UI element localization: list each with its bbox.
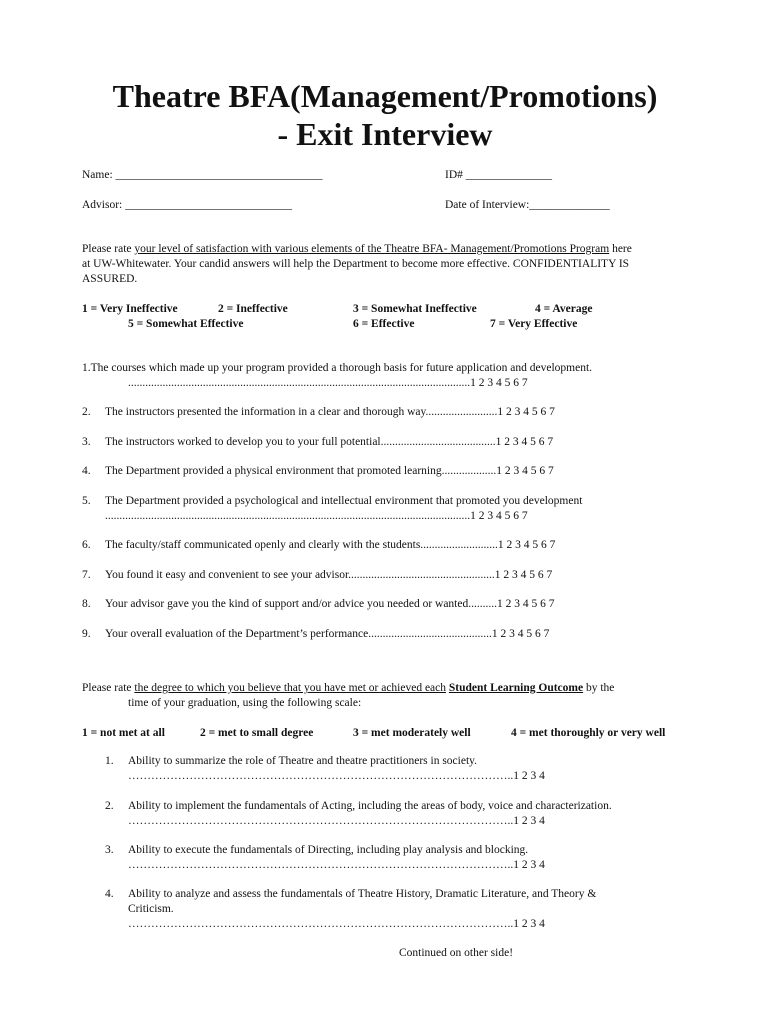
scale1-item-1: 1 = Very Ineffective: [82, 303, 178, 315]
scale1-item-6: 6 = Effective: [353, 318, 415, 330]
intro2-line1: [82, 681, 614, 695]
scale2-item-1: 1 = not met at all: [82, 727, 165, 739]
question-4[interactable]: The Department provided a physical environment that promoted learning...................1 2 3 4 5 6 7: [105, 465, 554, 477]
page-title: Theatre BFA(Management/Promotions): [112, 78, 658, 114]
outcome-1-scale[interactable]: ………………………………………………………………………………………..1 2 3 4: [128, 770, 545, 782]
date-field[interactable]: Date of Interview:______________: [445, 199, 610, 211]
outcome-4: Ability to analyze and assess the fundamentals of Theatre History, Dramatic Literature, and Theory &: [128, 888, 597, 900]
intro1-line3: ASSURED.: [82, 273, 138, 285]
intro2-pre: Please rate: [82, 682, 135, 694]
question-1-scale[interactable]: .......................................................................................................................1 2 3 4 5 6 7: [128, 377, 528, 389]
outcome-1-number: 1.: [105, 755, 114, 767]
scale1-item-2: 2 = Ineffective: [218, 303, 288, 315]
question-3[interactable]: The instructors worked to develop you to your full potential........................................1 2 3 4 5 6 7: [105, 436, 554, 448]
question-8[interactable]: Your advisor gave you the kind of support and/or advice you needed or wanted..........1 2 3 4 5 6 7: [105, 598, 555, 610]
outcome-4-line2: Criticism.: [128, 903, 174, 915]
intro2-line2: time of your graduation, using the following scale:: [128, 697, 362, 709]
question-2[interactable]: The instructors presented the information in a clear and thorough way.........................1 2 3 4 5 6 7: [105, 406, 555, 418]
question-9[interactable]: Your overall evaluation of the Department’s performance...........................................1 2 3 4 5 6 7: [105, 628, 550, 640]
intro2-underlined: the degree to which you believe that you have met or achieved each: [134, 682, 447, 694]
outcome-2-scale[interactable]: ………………………………………………………………………………………..1 2 3 4: [128, 815, 545, 827]
id-field[interactable]: ID# _______________: [445, 169, 553, 181]
outcome-3-number: 3.: [105, 844, 114, 856]
scale1-item-5: 5 = Somewhat Effective: [128, 318, 244, 330]
intro1-underlined: your level of satisfaction with various elements of the Theatre BFA- Management/Promotions Program: [134, 243, 610, 255]
page-subtitle: - Exit Interview: [277, 116, 493, 152]
question-4-number: 4.: [82, 465, 91, 477]
question-6[interactable]: The faculty/staff communicated openly and clearly with the students...........................1 2 3 4 5 6 7: [105, 539, 556, 551]
outcome-3-scale[interactable]: ………………………………………………………………………………………..1 2 3 4: [128, 859, 545, 871]
intro1-line1: [82, 242, 632, 256]
question-9-number: 9.: [82, 628, 91, 640]
intro1-line2: at UW-Whitewater. Your candid answers will help the Department to become more effective. CONFIDENTIALITY IS: [82, 258, 630, 270]
scale1-item-4: 4 = Average: [535, 303, 593, 315]
outcome-2-number: 2.: [105, 800, 114, 812]
question-7[interactable]: You found it easy and convenient to see your advisor...................................................1 2 3 4 5 6 7: [105, 569, 553, 581]
advisor-field[interactable]: Advisor: _____________________________: [82, 199, 292, 211]
intro2-bold-underlined: Student Learning Outcome: [448, 682, 584, 694]
question-3-number: 3.: [82, 436, 91, 448]
scale2-item-4: 4 = met thoroughly or very well: [511, 727, 666, 739]
question-7-number: 7.: [82, 569, 91, 581]
question-5-scale[interactable]: ...............................................................................................................................1 2 3 4 5 6 7: [105, 510, 528, 522]
continued-note: Continued on other side!: [399, 947, 514, 959]
intro1-post: here: [609, 243, 632, 255]
question-8-number: 8.: [82, 598, 91, 610]
scale2-item-3: 3 = met moderately well: [353, 727, 471, 739]
scale1-item-7: 7 = Very Effective: [490, 318, 578, 330]
outcome-4-scale[interactable]: ………………………………………………………………………………………..1 2 3 4: [128, 918, 545, 930]
question-5: The Department provided a psychological and intellectual environment that promoted you development: [105, 495, 583, 507]
name-field[interactable]: Name: ____________________________________: [82, 169, 323, 181]
scale2-item-2: 2 = met to small degree: [200, 727, 314, 739]
intro1-pre: Please rate: [82, 243, 135, 255]
outcome-1: Ability to summarize the role of Theatre and theatre practitioners in society.: [128, 755, 478, 767]
question-5-number: 5.: [82, 495, 91, 507]
intro2-post: by the: [583, 682, 615, 694]
scale1-item-3: 3 = Somewhat Ineffective: [353, 303, 477, 315]
outcome-3: Ability to execute the fundamentals of Directing, including play analysis and blocking.: [128, 844, 529, 856]
outcome-2: Ability to implement the fundamentals of Acting, including the areas of body, voice and characterization.: [128, 800, 612, 812]
question-1: 1.The courses which made up your program provided a thorough basis for future application and development.: [82, 362, 593, 374]
outcome-4-number: 4.: [105, 888, 114, 900]
question-6-number: 6.: [82, 539, 91, 551]
question-2-number: 2.: [82, 406, 91, 418]
